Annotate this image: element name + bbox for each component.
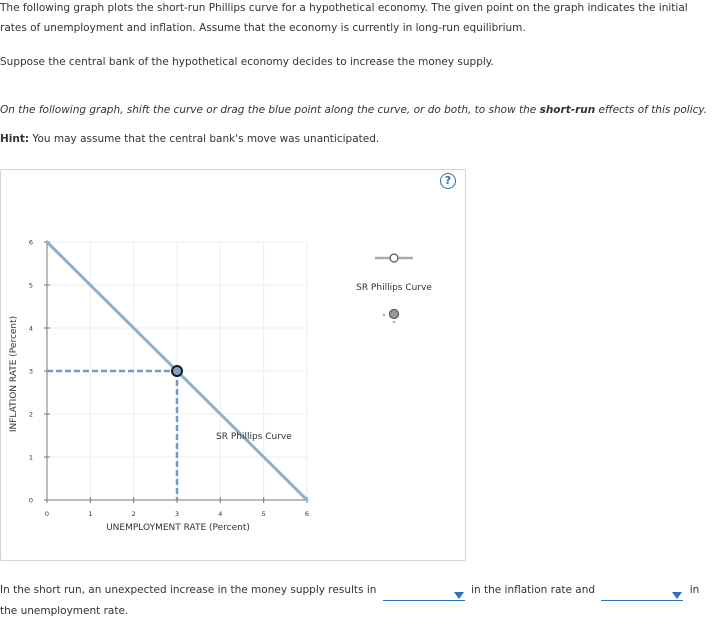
- instruction-emphasis: short-run: [539, 104, 596, 116]
- answer-sentence: [0, 580, 705, 624]
- x-tick-label: 3: [174, 510, 180, 518]
- y-tick-label: 1: [28, 453, 34, 462]
- unemployment-change-dropdown[interactable]: [601, 586, 683, 601]
- answer-text-3: in the unemployment rate.: [0, 584, 700, 617]
- x-tick-label: 5: [261, 510, 266, 518]
- inflation-change-dropdown[interactable]: [383, 586, 465, 601]
- palette-curve-handle[interactable]: [390, 254, 398, 262]
- sr-phillips-curve-label: SR Phillips Curve: [216, 432, 292, 442]
- instruction-text-before: On the following graph, shift the curve or drag the blue point along the curve, or do both, to show the: [0, 104, 540, 116]
- x-axis-label: UNEMPLOYMENT RATE (Percent): [106, 523, 250, 533]
- palette-curve-tool[interactable]: [375, 254, 413, 262]
- instruction-text-after: effects of this policy.: [595, 104, 708, 116]
- equilibrium-guides: [47, 371, 177, 500]
- scenario-paragraph: Suppose the central bank of the hypothetical economy decides to increase the money supply.: [0, 56, 494, 68]
- hint-text: You may assume that the central bank's move was unanticipated.: [29, 133, 380, 145]
- chevron-down-icon: [672, 592, 682, 599]
- palette-point-handle[interactable]: [390, 310, 399, 319]
- x-tick-label: 2: [131, 510, 136, 518]
- hint-label: Hint:: [0, 133, 30, 145]
- equilibrium-point-group[interactable]: [172, 366, 182, 376]
- palette-point-shadow-2: [393, 321, 395, 323]
- answer-text-2: in the inflation rate and: [471, 584, 596, 596]
- palette-point-shadow: [383, 314, 385, 316]
- y-tick-label: 5: [28, 281, 34, 290]
- ticks: [29, 239, 309, 519]
- palette-curve-label: SR Phillips Curve: [356, 283, 432, 293]
- equilibrium-point[interactable]: [172, 366, 182, 376]
- x-tick-label: 4: [218, 510, 223, 518]
- x-tick-label: 6: [304, 510, 310, 518]
- y-axis-label-group: [9, 316, 19, 432]
- x-tick-label: 0: [44, 510, 50, 518]
- answer-text-1: In the short run, an unexpected increase in the money supply results in: [0, 584, 377, 596]
- y-tick-label: 3: [28, 367, 34, 376]
- y-axis-label: INFLATION RATE (Percent): [9, 315, 19, 433]
- y-tick-label: 6: [28, 238, 34, 247]
- y-tick-label: 4: [28, 324, 34, 333]
- y-tick-label: 2: [28, 410, 34, 419]
- chevron-down-icon: [454, 592, 464, 599]
- x-tick-label: 1: [88, 510, 93, 518]
- palette-point-tool[interactable]: [383, 310, 399, 324]
- help-button[interactable]: ?: [440, 173, 456, 189]
- intro-paragraph: The following graph plots the short-run Phillips curve for a hypothetical economy. The given point on the graph indicates the initial rates of unemployment and inflation. Assume that the economy is currently in long-run equilibrium.: [0, 2, 688, 34]
- y-tick-label: 0: [28, 496, 34, 505]
